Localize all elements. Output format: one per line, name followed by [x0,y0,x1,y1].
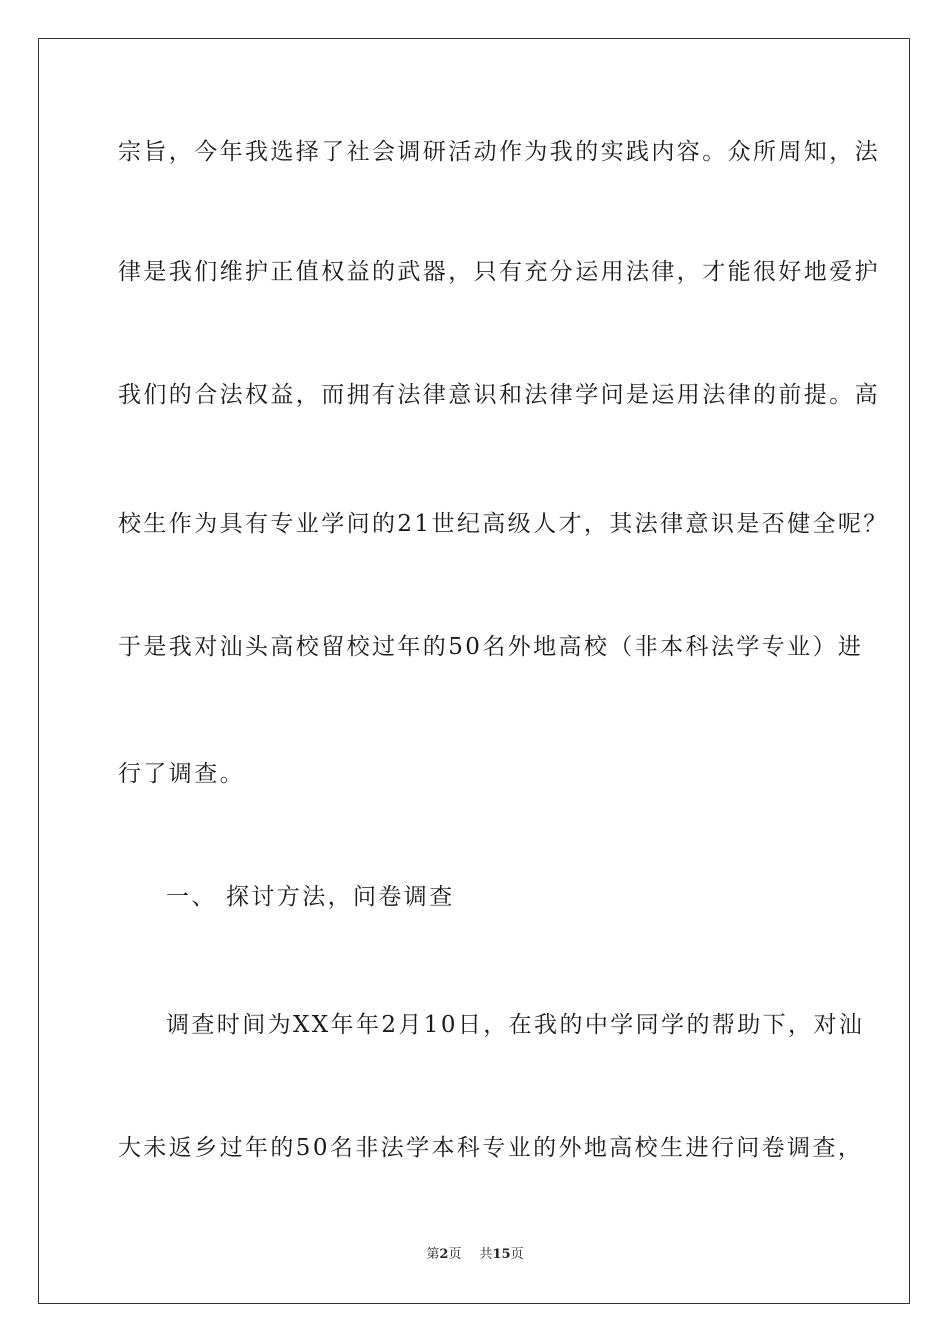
page-footer [0,1246,950,1264]
page-prefix: 第 [426,1247,440,1262]
body-line-5: 于是我对汕头高校留校过年的50名外地高校（非本科法学专业）进 [118,634,864,660]
para2-line-2: 大未返乡过年的50名非法学本科专业的外地高校生进行问卷调查， [118,1135,864,1161]
page-current: 2 [439,1247,449,1262]
section-heading [166,882,455,912]
body-line-2: 律是我们维护正值权益的武器，只有充分运用法律，才能很好地爱护 [118,259,880,285]
page-suffix: 页 [448,1247,462,1262]
section-title: 探讨方法，问卷调查 [226,884,455,910]
page-border [38,38,910,1304]
page-total: 15 [492,1247,511,1262]
body-line-3: 我们的合法权益，而拥有法律意识和法律学问是运用法律的前提。高 [118,382,880,408]
para2-line-1: 调查时间为XX年年2月10日，在我的中学同学的帮助下，对汕 [166,1012,865,1038]
total-prefix: 共 [479,1247,493,1262]
body-line-1: 宗旨，今年我选择了社会调研活动作为我的实践内容。众所周知，法 [118,139,880,165]
body-line-4: 校生作为具有专业学问的21世纪高级人才，其法律意识是否健全呢？ [118,511,889,537]
section-number: 一、 [166,884,217,910]
total-suffix: 页 [510,1247,524,1262]
body-line-6: 行了调查。 [118,761,245,787]
